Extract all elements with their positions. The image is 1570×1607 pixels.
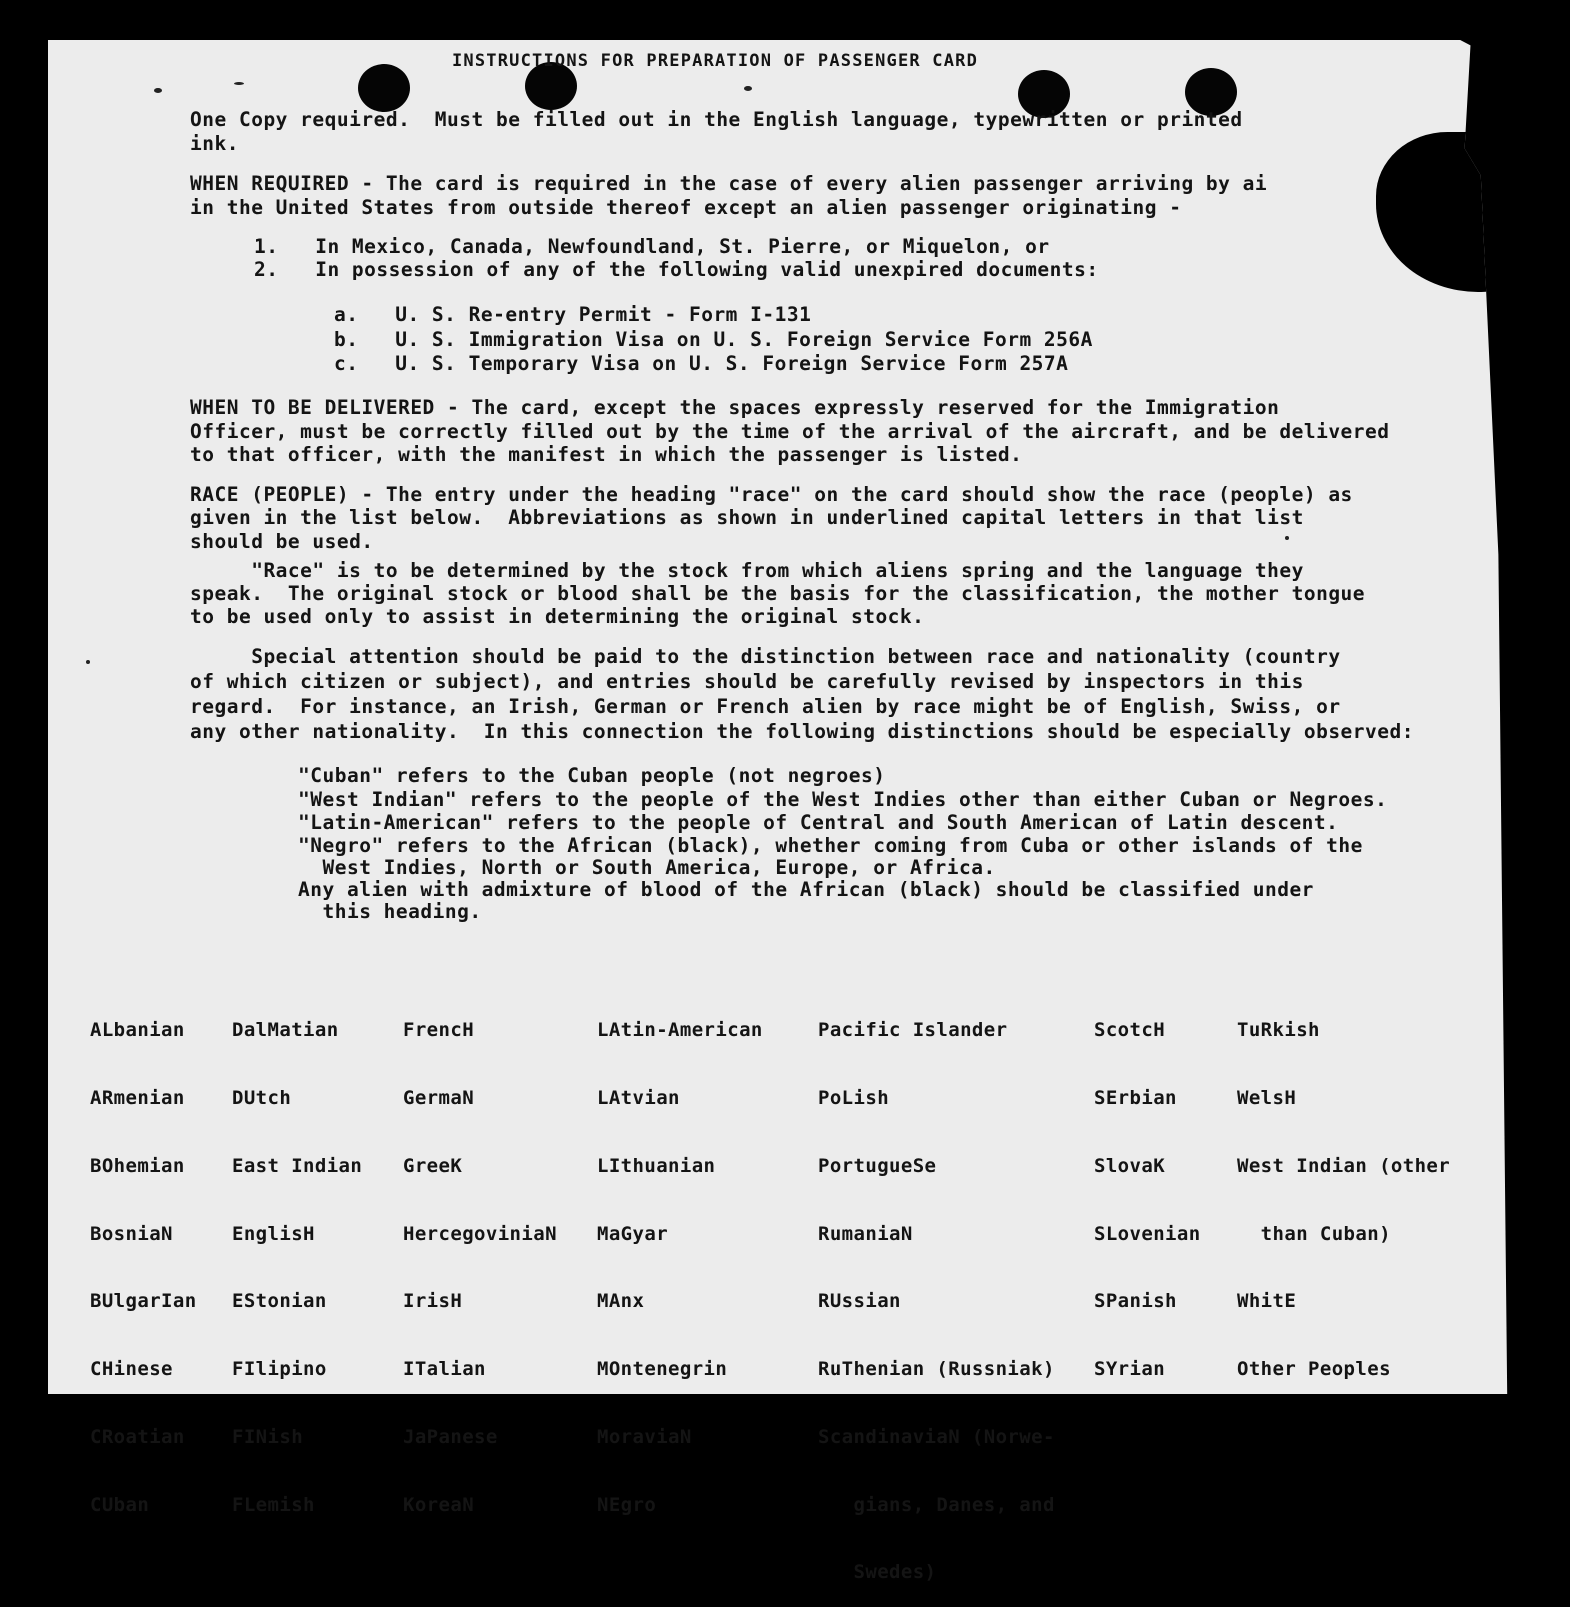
- distinction-line: Any alien with admixture of blood of the African (black) should be classified under: [298, 878, 1314, 901]
- race-entry: LAtvian: [597, 1086, 680, 1109]
- race-entry: BosniaN: [90, 1222, 173, 1245]
- punch-hole: [358, 64, 410, 112]
- race-people-line: given in the list below. Abbreviations as shown in underlined capital letters in that list: [190, 506, 1304, 529]
- distinction-line: "West Indian" refers to the people of the West Indies other than either Cuban or Negroes.: [298, 788, 1388, 811]
- burn-damage: [1376, 132, 1546, 292]
- numbered-item: 1. In Mexico, Canada, Newfoundland, St. Pierre, or Miquelon, or: [254, 235, 1050, 258]
- intro-line: ink.: [190, 132, 239, 155]
- race-entry: EStonian: [232, 1290, 327, 1313]
- lettered-item: c. U. S. Temporary Visa on U. S. Foreign Service Form 257A: [334, 352, 1069, 375]
- race-entry: ARmenian: [90, 1086, 185, 1109]
- speck: [86, 660, 90, 664]
- speck: [1285, 536, 1289, 540]
- race-entry: TuRkish: [1237, 1019, 1320, 1042]
- race-entry: ITalian: [403, 1358, 486, 1381]
- race-definition-line: to be used only to assist in determining the original stock.: [190, 605, 925, 628]
- numbered-item: 2. In possession of any of the following valid unexpired documents:: [254, 258, 1099, 281]
- race-entry: MAnx: [597, 1290, 645, 1313]
- race-entry: DUtch: [232, 1086, 292, 1109]
- race-entry: CUban: [90, 1493, 150, 1516]
- distinction-line: West Indies, North or South America, Europe, or Africa.: [298, 856, 996, 879]
- special-attention-line: regard. For instance, an Irish, German or French alien by race might be of English, Swiss, or: [190, 695, 1341, 718]
- race-entry: SPanish: [1094, 1290, 1177, 1313]
- race-entry: HercegoviniaN: [403, 1222, 557, 1245]
- race-entry: RuThenian (Russniak): [818, 1358, 1055, 1381]
- race-entry: than Cuban): [1237, 1222, 1391, 1245]
- race-entry: LIthuanian: [597, 1154, 716, 1177]
- race-entry: ScandinaviaN (Norwe-: [818, 1425, 1055, 1448]
- race-list-column-3: [403, 974, 557, 1539]
- race-entry: ALbanian: [90, 1019, 185, 1042]
- distinction-line: this heading.: [298, 900, 482, 923]
- race-entry: gians, Danes, and: [818, 1493, 1055, 1516]
- race-people-line: RACE (PEOPLE) - The entry under the heading "race" on the card should show the race (people) as: [190, 483, 1353, 506]
- race-entry: DalMatian: [232, 1019, 339, 1042]
- race-entry: WhitE: [1237, 1290, 1297, 1313]
- race-entry: BOhemian: [90, 1154, 185, 1177]
- distinction-line: "Negro" refers to the African (black), whether coming from Cuba or other islands of the: [298, 834, 1363, 857]
- race-entry: CHinese: [90, 1358, 173, 1381]
- race-entry: PortugueSe: [818, 1154, 937, 1177]
- race-entry: MoraviaN: [597, 1425, 692, 1448]
- when-required-line: WHEN REQUIRED - The card is required in the case of every alien passenger arriving by ai: [190, 172, 1268, 195]
- distinction-line: "Cuban" refers to the Cuban people (not negroes): [298, 764, 886, 787]
- race-entry: FLemish: [232, 1493, 315, 1516]
- race-entry: PoLish: [818, 1086, 890, 1109]
- page-title: INSTRUCTIONS FOR PREPARATION OF PASSENGER CARD: [452, 51, 979, 71]
- race-entry: SErbian: [1094, 1086, 1177, 1109]
- race-entry: Other Peoples: [1237, 1358, 1391, 1381]
- race-entry: GermaN: [403, 1086, 475, 1109]
- race-definition-line: "Race" is to be determined by the stock from which aliens spring and the language they: [190, 559, 1304, 582]
- race-entry: IrisH: [403, 1290, 463, 1313]
- race-entry: FINish: [232, 1425, 304, 1448]
- race-list-column-6: [1094, 974, 1201, 1403]
- speck: [154, 88, 162, 93]
- lettered-item: a. U. S. Re-entry Permit - Form I-131: [334, 303, 812, 326]
- race-entry: FrencH: [403, 1019, 475, 1042]
- race-people-line: should be used.: [190, 530, 374, 553]
- speck: [744, 86, 752, 91]
- when-delivered-line: to that officer, with the manifest in which the passenger is listed.: [190, 443, 1023, 466]
- race-entry: RumaniaN: [818, 1222, 913, 1245]
- race-entry: EnglisH: [232, 1222, 315, 1245]
- race-entry: NEgro: [597, 1493, 657, 1516]
- race-entry: Swedes): [818, 1561, 937, 1584]
- race-entry: SLovenian: [1094, 1222, 1201, 1245]
- when-delivered-line: WHEN TO BE DELIVERED - The card, except the spaces expressly reserved for the Immigration: [190, 396, 1280, 419]
- when-required-line: in the United States from outside thereof except an alien passenger originating -: [190, 196, 1182, 219]
- special-attention-line: Special attention should be paid to the distinction between race and nationality (country: [190, 645, 1341, 668]
- race-entry: ScotcH: [1094, 1019, 1166, 1042]
- race-entry: BUlgarIan: [90, 1290, 197, 1313]
- race-entry: WelsH: [1237, 1086, 1297, 1109]
- race-entry: SYrian: [1094, 1358, 1166, 1381]
- when-delivered-line: Officer, must be correctly filled out by the time of the arrival of the aircraft, and be delivered: [190, 420, 1390, 443]
- race-list-column-1: [90, 974, 197, 1539]
- special-attention-line: any other nationality. In this connection the following distinctions should be especially observed:: [190, 720, 1414, 743]
- race-list-column-4: [597, 974, 763, 1539]
- race-list-column-5: [818, 974, 1055, 1607]
- special-attention-line: of which citizen or subject), and entries should be carefully revised by inspectors in this: [190, 670, 1304, 693]
- race-entry: KoreaN: [403, 1493, 475, 1516]
- race-entry: LAtin-American: [597, 1019, 763, 1042]
- race-list-column-7: [1237, 974, 1450, 1403]
- race-entry: CRoatian: [90, 1425, 185, 1448]
- intro-line: One Copy required. Must be filled out in the English language, typewritten or printed: [190, 108, 1243, 131]
- race-entry: MOntenegrin: [597, 1358, 728, 1381]
- race-entry: East Indian: [232, 1154, 363, 1177]
- race-entry: MaGyar: [597, 1222, 669, 1245]
- race-entry: West Indian (other: [1237, 1154, 1451, 1177]
- lettered-item: b. U. S. Immigration Visa on U. S. Foreign Service Form 256A: [334, 328, 1093, 351]
- distinction-line: "Latin-American" refers to the people of Central and South American of Latin descent.: [298, 811, 1339, 834]
- race-list-column-2: [232, 974, 362, 1539]
- race-entry: RUssian: [818, 1290, 901, 1313]
- race-definition-line: speak. The original stock or blood shall be the basis for the classification, the mother tongue: [190, 582, 1366, 605]
- race-entry: GreeK: [403, 1154, 463, 1177]
- race-entry: FIlipino: [232, 1358, 327, 1381]
- race-entry: SlovaK: [1094, 1154, 1166, 1177]
- race-entry: Pacific Islander: [818, 1019, 1008, 1042]
- speck: [234, 82, 244, 85]
- race-entry: JaPanese: [403, 1425, 498, 1448]
